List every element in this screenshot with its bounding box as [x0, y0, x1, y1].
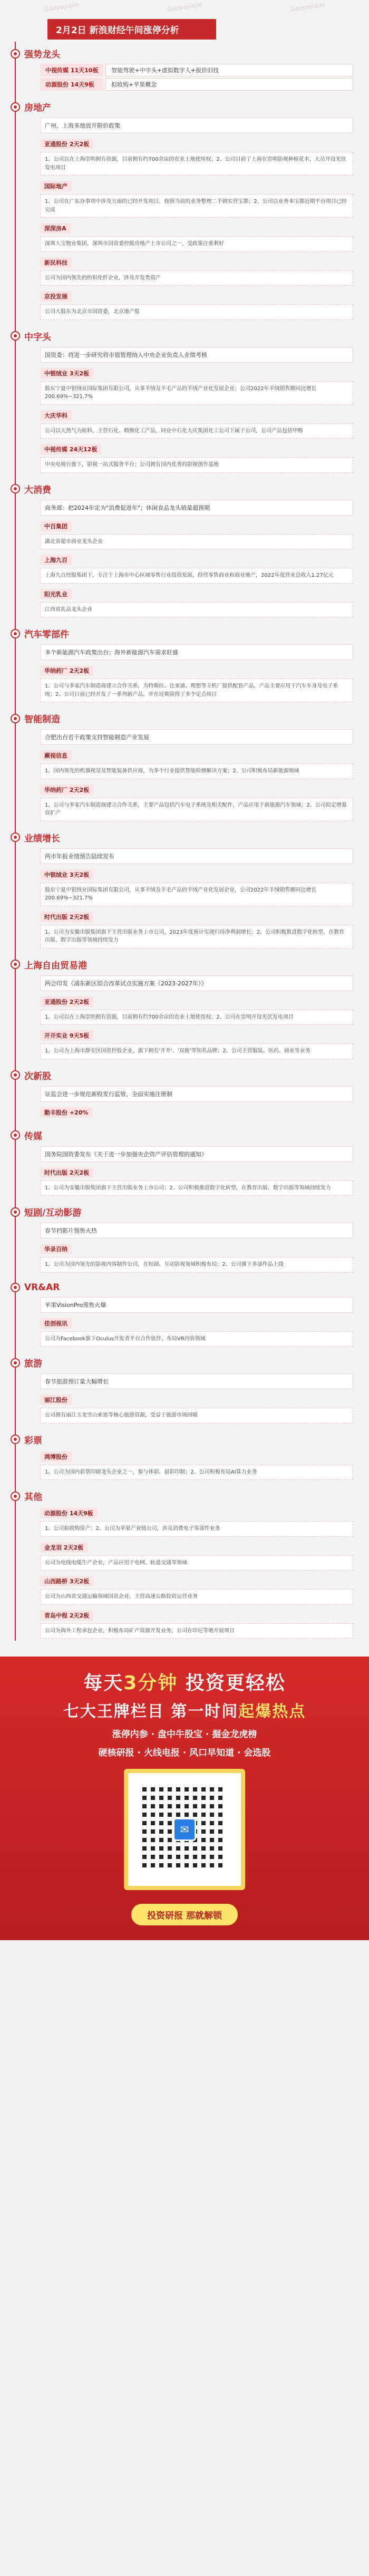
stock-description: 1、公司为安徽出版集团旗下主营出版业务上市公司，2023年度预计实现归母净利润增长；2、公司积极推进数字化转型，在教育出版、数字出版等领域持续发力 — [40, 925, 353, 948]
section-body — [40, 729, 353, 821]
stock-description: 1、公司为国内领先的影视内容制作公司，在短剧、互动影视领域积极布局；2、公司旗下多部作品上线 — [40, 1257, 353, 1273]
timeline-dot-icon — [11, 1435, 20, 1444]
promo-highlight: 起爆热点 — [238, 1702, 306, 1721]
watermark: Gaoyajiajie — [289, 1, 326, 13]
section-title: 其他 — [24, 1492, 42, 1503]
theme-news: 证监会进一步规范新股发行监管，全面实施注册制 — [40, 1086, 353, 1102]
stock-description: 湖北省超市商业龙头企业 — [40, 534, 353, 550]
timeline-dot-icon — [11, 1492, 20, 1501]
stock-description: 上海九百控股集团下，专注于上海市中心区域零售行业投资发展，经营零售商业和商业地产，2022年度营业总收入1.27亿元 — [40, 568, 353, 584]
section-title: 房地产 — [24, 103, 51, 113]
stock-description: 1、国内领先的机器视觉及智能装备供应商，为多个行业提供智能检测解决方案；2、公司积极布局新能源领域 — [40, 763, 353, 779]
stock-name: 华录百纳 — [40, 1244, 72, 1254]
stock-description: 股东宁夏中银绒业国际集团有限公司。从事羊绒及羊毛产品的羊绒产业化发展企业；公司2022年羊绒销售额同比增长200.69%~321.7% — [40, 381, 353, 405]
stock-description: 股东宁夏中银绒业国际集团有限公司，从事羊绒及羊毛产品的羊绒产业化发展企业，公司2022年羊绒销售额同比增长200.69%~321.7% — [40, 883, 353, 906]
timeline-dot-icon — [11, 629, 20, 638]
stock-name: 青岛中程 2天2板 — [40, 1610, 93, 1621]
section-title: 彩票 — [24, 1435, 42, 1446]
stock-name: 国际地产 — [40, 181, 72, 191]
theme-news: 多个新能源汽车政策出台；海外新能源汽车需求旺盛 — [40, 644, 353, 660]
section-title: 大消费 — [24, 485, 51, 496]
theme-news: 商务部：把2024年定为"消费促进年"；休闲食品龙头销量超预期 — [40, 500, 353, 516]
theme-news: 春节档影片预售火热 — [40, 1223, 353, 1238]
stock-name: 开开实业 9天5板 — [40, 1030, 93, 1041]
qr-code[interactable] — [124, 1769, 245, 1890]
section-body — [40, 500, 353, 618]
section — [11, 1280, 358, 1347]
section — [11, 1354, 358, 1423]
stock-name: 亚通股份 2天2板 — [40, 996, 93, 1007]
section-header — [11, 1067, 358, 1084]
stock-description: 公司为电线电缆生产企业，产品应用于电网、轨道交通等领域 — [40, 1555, 353, 1571]
page-title: 2月2日 新浪财经午间涨停分析 — [47, 19, 216, 40]
stock-name: 鸿博股份 — [40, 1451, 72, 1462]
stock-description: 1、公司为安徽出版集团旗下主营出版业务上市公司；2、公司积极推进数字化转型，在教育出版、数字出版等领域持续发力 — [40, 1180, 353, 1196]
stock-name: 时代出版 2天2板 — [40, 1167, 93, 1178]
theme-news: 广州、上海多地放开限价政策 — [40, 118, 353, 133]
section-body — [40, 1448, 353, 1480]
section-title: 旅游 — [24, 1359, 42, 1369]
stock-name: 京投发展 — [40, 291, 72, 302]
section — [11, 956, 358, 1059]
watermark-row — [0, 0, 369, 14]
section-body — [40, 848, 353, 948]
section — [11, 829, 358, 948]
stock-name: 丽江股份 — [40, 1394, 72, 1405]
promo-columns-2: 硬核研报 · 火线电报 · 风口早知道 · 会选股 — [98, 1748, 271, 1758]
section-header — [11, 1203, 358, 1221]
timeline-dot-icon — [11, 331, 20, 341]
stock-description: 1、公司为上海市静安区国资控股企业，旗下拥有'开开'、'双鹿'等知名品牌；2、公司主营服装、医药、商业等业务 — [40, 1043, 353, 1059]
section-title: 智能制造 — [24, 714, 60, 725]
theme-news: 苹果VisionPro预售火爆 — [40, 1297, 353, 1313]
leader-theme: 拟收购+苹果概念 — [105, 78, 353, 91]
promo-columns-1: 涨停内参 · 盘中牛股宝 · 掘金龙虎榜 — [112, 1729, 257, 1740]
stock-name: 深深房A — [40, 223, 71, 234]
leader-theme: 智能驾驶+中字头+虚拟数字人+报价旧技 — [105, 64, 353, 76]
sections-root — [11, 98, 358, 1639]
section-title: 中字头 — [24, 332, 51, 343]
section-header — [11, 1431, 358, 1448]
stock-name: 蕨视信息 — [40, 750, 72, 761]
stock-name: 华纳药厂 2天2板 — [40, 785, 93, 795]
stock-description: 1、公司拟收购资产；2、公司为苹果产业链公司，涉及消费电子零部件业务 — [40, 1521, 353, 1537]
theme-news: 合肥出台若干政策支持智能制造产业发展 — [40, 729, 353, 745]
leader-stock: 动源股份 14天9板 — [40, 78, 103, 91]
stock-description: 1、公司为国内彩票印刷龙头企业之一，参与体彩、福彩印制；2、公司积极布局AI算力业务 — [40, 1465, 353, 1480]
stock-name: 新民科技 — [40, 257, 72, 268]
section-body — [40, 118, 353, 320]
promo-text: 投资更轻松 — [178, 1672, 286, 1694]
section-body — [40, 1297, 353, 1347]
stock-description: 1、公司与多家汽车制造商建立合作关系，为特斯拉、比亚迪、理想等主机厂提供配套产品，产品主要应用于汽车车身及电子系统；2、公司目前已经开发了一系列新产品，并在近期获得了多个定点项目 — [40, 679, 353, 702]
timeline-dot-icon — [11, 49, 20, 59]
section-header — [11, 710, 358, 727]
stock-name: 上海九百 — [40, 555, 72, 565]
theme-news: 国务院国资委发布《关于进一步加强央企资产评估管理的通知》 — [40, 1146, 353, 1162]
stock-name: 勤丰股份 +20% — [40, 1107, 92, 1118]
watermark: Gaoyajiajie — [167, 1, 202, 13]
timeline-dot-icon — [11, 1070, 20, 1080]
promo-footer — [0, 1657, 369, 1940]
stock-name: 动源股份 14天9板 — [40, 1508, 98, 1518]
timeline-dot-icon — [11, 1358, 20, 1368]
section-header — [11, 480, 358, 498]
section-header — [11, 98, 358, 115]
section-header — [11, 829, 358, 846]
promo-subheadline — [5, 1698, 364, 1721]
section-header — [11, 1280, 358, 1295]
section-title: 次新股 — [24, 1071, 51, 1082]
stock-name: 金龙羽 2天2板 — [40, 1542, 88, 1553]
stock-description: 公司以天然气为原料，主营石化、精细化工产品，同业中石化大庆集团化工公司下属子公司，公司产品包括甲醇 — [40, 423, 353, 439]
section — [11, 1431, 358, 1480]
section-header — [11, 327, 358, 345]
stock-name: 华纳药厂 2天2板 — [40, 665, 93, 676]
theme-news: 两会印发《浦东新区综合改革试点实施方案（2023-2027年）》 — [40, 975, 353, 991]
section-body — [40, 347, 353, 473]
section-body — [40, 1373, 353, 1423]
section — [11, 327, 358, 473]
section — [11, 480, 358, 618]
section-header — [11, 1127, 358, 1144]
section-header — [11, 1354, 358, 1371]
timeline-dot-icon — [11, 714, 20, 723]
section-title: 传媒 — [24, 1131, 42, 1142]
stock-name: 时代出版 2天2板 — [40, 912, 93, 922]
stock-name: 中百集团 — [40, 521, 72, 531]
stock-description: 1、公司与多家汽车制造商建立合作关系，主要产品包括汽车电子系统及相关配件，产品应用于新能源汽车领域；2、公司拟定增募资扩产 — [40, 798, 353, 821]
stock-description: 江西省乳品龙头企业 — [40, 602, 353, 618]
stock-description: 公司为国内领先的纺织化纤企业，涉及开发类资产 — [40, 270, 353, 286]
strong-leader-body — [40, 64, 353, 91]
timeline-dot-icon — [11, 1283, 20, 1292]
promo-highlight: 3分钟 — [123, 1672, 178, 1694]
stock-description: 中央电视台旗下，影视一站式服务平台；公司拥有国内优秀的影视创作基地 — [40, 457, 353, 473]
timeline-dot-icon — [11, 1207, 20, 1217]
section-title: 短剧/互动影游 — [24, 1208, 82, 1218]
section-title: 业绩增长 — [24, 833, 60, 844]
section — [11, 625, 358, 702]
promo-text: 每天 — [83, 1672, 124, 1694]
timeline-dot-icon — [11, 960, 20, 969]
stock-description: 公司为山西省交通运输领域国资企业，主营高速公路投资运营业务 — [40, 1589, 353, 1605]
promo-headline — [5, 1668, 364, 1695]
unlock-reports-button[interactable]: 投资研报 那就解锁 — [131, 1904, 238, 1925]
stock-description: 公司大股东为北京市国资委，北京地产股 — [40, 304, 353, 320]
stock-name: 亚通股份 2天2板 — [40, 139, 93, 149]
section-body — [40, 1505, 353, 1639]
leader-stock: 中视传媒 11天10板 — [40, 64, 103, 76]
section — [11, 1127, 358, 1196]
strong-leader-section — [11, 45, 358, 91]
chat-bubble-icon: ✉ — [173, 1818, 196, 1841]
section-body — [40, 1146, 353, 1196]
timeline-dot-icon — [11, 832, 20, 842]
stock-description: 深圳人宝物业集团，深圳市国资委控股房地产上市公司之一，受政策注重利好 — [40, 236, 353, 252]
section — [11, 1067, 358, 1119]
stock-name: 阳光乳业 — [40, 589, 72, 599]
timeline-dot-icon — [11, 484, 20, 493]
stock-name: 山西路桥 3天2板 — [40, 1576, 93, 1586]
section-header — [11, 956, 358, 973]
section-title: VR&AR — [24, 1282, 60, 1293]
stock-name: 中银绒业 3天2板 — [40, 869, 93, 880]
section — [11, 1487, 358, 1639]
section-header — [11, 45, 358, 62]
title-wrap — [0, 14, 369, 42]
stock-description: 公司拥有丽江玉龙雪山索道等核心旅游资源，受益于旅游市场回暖 — [40, 1408, 353, 1423]
section — [11, 98, 358, 320]
promo-text: 七大王牌栏目 第一时间 — [63, 1702, 239, 1721]
section-title: 强势龙头 — [24, 50, 60, 60]
stock-description: 公司为海外工程承包企业，积极布局矿产资源开发业务，公司在印尼等地开展项目 — [40, 1623, 353, 1639]
stock-description: 1、公司以在上海崇明拥有资源，目前拥有约700余亩的农业土地使用权；2、公司在崇明开设光伏发电项目 — [40, 1010, 353, 1025]
section-body — [40, 975, 353, 1059]
stock-description: 1、公司在广东办事项中涉及方面的已经开发项目，按照当前的业务整理二手钢实营宝都；2、公司以业务本宝都近期平台项目已经完成 — [40, 194, 353, 218]
section-body — [40, 644, 353, 702]
theme-news: 国资委：将进一步研究将市值管理纳入中央企业负责人业绩考核 — [40, 347, 353, 363]
section-header — [11, 1487, 358, 1505]
theme-news: 两市年报业绩预告陆续发布 — [40, 848, 353, 864]
timeline-dot-icon — [11, 1130, 20, 1140]
stock-description: 1、公司以在上海崇明拥有资源，目前拥有约700余亩的农业土地使用权；2、公司目前了上海在崇明影视种植花木，大员开设光伏发电项目 — [40, 152, 353, 176]
theme-news: 春节旅游预订量大幅增长 — [40, 1373, 353, 1389]
watermark: Gaoyajiajie — [43, 1, 80, 13]
stock-name: 中银绒业 3天2板 — [40, 368, 93, 379]
section-body — [40, 1223, 353, 1273]
section-header — [11, 625, 358, 642]
timeline-content — [0, 42, 369, 1657]
stock-name: 大庆华科 — [40, 410, 72, 421]
section-title: 汽车零部件 — [24, 630, 69, 640]
stock-name: 佳创视讯 — [40, 1318, 72, 1329]
section-title: 上海自由贸易港 — [24, 960, 87, 971]
section — [11, 710, 358, 821]
section-body — [40, 1086, 353, 1119]
strong-leader-row — [40, 64, 353, 76]
stock-name: 中视传媒 24天12板 — [40, 444, 101, 454]
qr-pattern — [142, 1787, 227, 1872]
timeline-dot-icon — [11, 102, 20, 112]
stock-description: 公司为Facebook旗下Oculus开发者平台合作伙伴，布局VR内容领域 — [40, 1331, 353, 1347]
strong-leader-row — [40, 78, 353, 91]
section — [11, 1203, 358, 1273]
